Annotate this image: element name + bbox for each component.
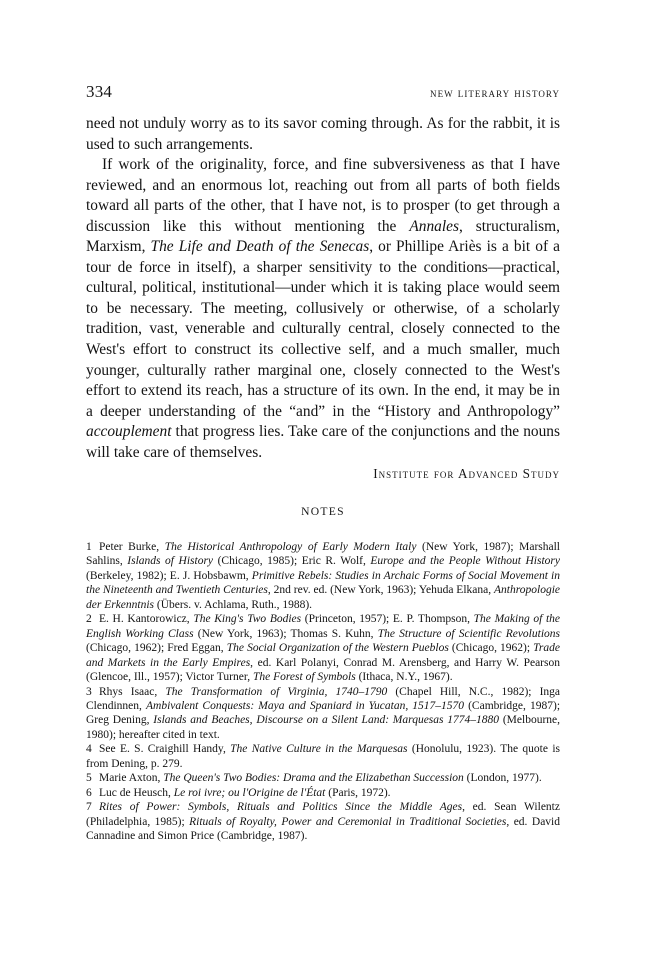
text-run: need not unduly worry as to its savor coming through. As for the rabbit, it is used to such arrangements. bbox=[86, 115, 560, 153]
italic-run: The Forest of Symbols bbox=[252, 671, 356, 684]
footnote-entry bbox=[86, 771, 560, 785]
italic-run: Primitive Rebels: Studies in Archaic Forms of Social Movement in the Nineteenth and Twentieth Centuries bbox=[86, 569, 560, 597]
text-run: (Cambridge, 1987); Greg Dening, bbox=[86, 699, 561, 727]
italic-run: Trade and Markets in the Early Empires bbox=[86, 642, 560, 669]
footnote-entry bbox=[86, 742, 560, 771]
footnote-entry bbox=[86, 540, 560, 612]
italic-run: Rituals of Royalty, Power and Ceremonial in Traditional Societies bbox=[189, 815, 507, 828]
italic-run: The Making of the English Working Class bbox=[86, 613, 561, 640]
footnote-entry bbox=[86, 786, 560, 800]
italic-run: The Transformation of Virginia, 1740–1790 bbox=[165, 685, 388, 698]
italic-run: Annales bbox=[409, 217, 459, 235]
footnote-number: 2 bbox=[86, 613, 92, 626]
text-run: (Chicago, 1962); Fred Eggan, bbox=[86, 642, 227, 655]
text-run: (Ithaca, N.Y., 1967). bbox=[355, 671, 453, 684]
italic-run: The Native Culture in the Marquesas bbox=[230, 743, 408, 756]
italic-run: Rites of Power: Symbols, Rituals and Politics Since the Middle Ages bbox=[99, 801, 463, 814]
text-run: that progress lies. Take care of the conjunctions and the nouns will take care of themselves. bbox=[86, 423, 560, 461]
text-run: , structuralism, Marxism, bbox=[86, 217, 560, 256]
text-run: Luc de Heusch, bbox=[99, 786, 174, 799]
italic-run: The Historical Anthropology of Early Modern Italy bbox=[164, 541, 417, 553]
footnote-number: 4 bbox=[86, 743, 92, 756]
footnote-entry bbox=[86, 685, 560, 743]
text-run: (New York, 1963); Thomas S. Kuhn, bbox=[193, 627, 378, 640]
text-run: , or Phillipe Ariès is a bit of a tour de force in itself), a sharper sensitivity to the conditions—practical, cultural, political, institutional—under which it is taking place would seem to be necessary. The meeting, collusively or otherwise, of a scholarly tradition, vast, venerable and culturally central, closely connected to the West's effort to construct its collective self, and a much smaller, much younger, culturally rather marginal one, closely connected to the West's effort to extend its reach, has a structure of its own. In the end, it may be in a deeper understanding of the “and” in the “History and Anthropology” bbox=[86, 238, 560, 420]
text-run: E. H. Kantorowicz, bbox=[99, 613, 194, 626]
text-run: , ed. David Cannadine and Simon Price (Cambridge, 1987). bbox=[86, 815, 560, 843]
footnote-entry bbox=[86, 612, 560, 684]
text-run: Rhys Isaac, bbox=[99, 685, 166, 698]
italic-run: accouplement bbox=[86, 423, 172, 441]
italic-run: Islands of History bbox=[127, 555, 214, 568]
italic-run: The Queen's Two Bodies: Drama and the Elizabethan Succession bbox=[163, 772, 464, 785]
footnote-number: 7 bbox=[86, 801, 92, 814]
running-head bbox=[86, 82, 560, 102]
notes-heading: NOTES bbox=[301, 505, 345, 518]
italic-run: Anthropologie der Erkenntnis bbox=[86, 584, 561, 611]
text-run: (London, 1977). bbox=[463, 772, 542, 785]
italic-run: The Social Organization of the Western Pueblos bbox=[226, 642, 449, 655]
text-run: See E. S. Craighill Handy, bbox=[99, 743, 231, 756]
text-run: (Princeton, 1957); E. P. Thompson, bbox=[301, 613, 474, 626]
italic-run: Le roi ivre; ou l'Origine de l'État bbox=[173, 786, 326, 799]
text-run: (Übers. v. Achlama, Ruth., 1988). bbox=[154, 598, 313, 611]
footnote-number: 5 bbox=[86, 772, 92, 785]
italic-run: Islands and Beaches, Discourse on a Silent Land: Marquesas 1774–1880 bbox=[153, 714, 500, 727]
text-run: (Chicago, 1985); Eric R. Wolf, bbox=[213, 555, 371, 568]
text-run: (New York, 1987); Marshall Sahlins, bbox=[86, 541, 561, 568]
body-paragraph bbox=[86, 114, 560, 155]
text-run: If work of the originality, force, and fine subversiveness as that I have reviewed, and an enormous lot, reaching out from all parts of both fields toward all parts of the other, that I have not, is to prosper (to get through a discussion like this without mentioning the bbox=[86, 156, 560, 235]
text-run: (Paris, 1972). bbox=[325, 786, 391, 799]
italic-run: The Structure of Scientific Revolutions bbox=[377, 627, 560, 640]
text-run: (Melbourne, 1980); hereafter cited in text. bbox=[86, 714, 560, 741]
journal-title: new literary history bbox=[430, 86, 560, 100]
italic-run: The King's Two Bodies bbox=[193, 613, 302, 626]
footnote-number: 6 bbox=[86, 786, 92, 799]
text-run: (Berkeley, 1982); E. J. Hobsbawm, bbox=[86, 569, 252, 582]
body-text bbox=[86, 114, 560, 463]
body-paragraph bbox=[86, 155, 560, 463]
footnote-number: 1 bbox=[86, 541, 92, 553]
text-run: , 2nd rev. ed. (New York, 1963); Yehuda Elkana, bbox=[267, 584, 494, 597]
text-run: (Chapel Hill, N.C., 1982); Inga Clendinnen, bbox=[86, 685, 561, 712]
italic-run: The Life and Death of the Senecas bbox=[150, 238, 370, 256]
text-run: , ed. Sean Wilentz (Philadelphia, 1985); bbox=[86, 801, 560, 828]
text-run: , ed. Karl Polanyi, Conrad M. Arensberg, and Harry W. Pearson (Glencoe, Ill., 1957); Victor Turner, bbox=[86, 656, 560, 684]
notes-list bbox=[86, 540, 560, 844]
author-affiliation: Institute for Advanced Study bbox=[373, 466, 560, 481]
text-run: (Chicago, 1962); bbox=[448, 642, 534, 655]
page-number: 334 bbox=[86, 82, 113, 101]
text-run: Marie Axton, bbox=[99, 772, 164, 785]
italic-run: Europe and the People Without History bbox=[370, 555, 560, 568]
text-run: Peter Burke, bbox=[99, 541, 165, 553]
text-run: (Honolulu, 1923). The quote is from Dening, p. 279. bbox=[86, 743, 560, 770]
italic-run: Ambivalent Conquests: Maya and Spaniard in Yucatan, 1517–1570 bbox=[145, 699, 465, 712]
footnote-entry bbox=[86, 800, 560, 843]
footnote-number: 3 bbox=[86, 685, 92, 698]
